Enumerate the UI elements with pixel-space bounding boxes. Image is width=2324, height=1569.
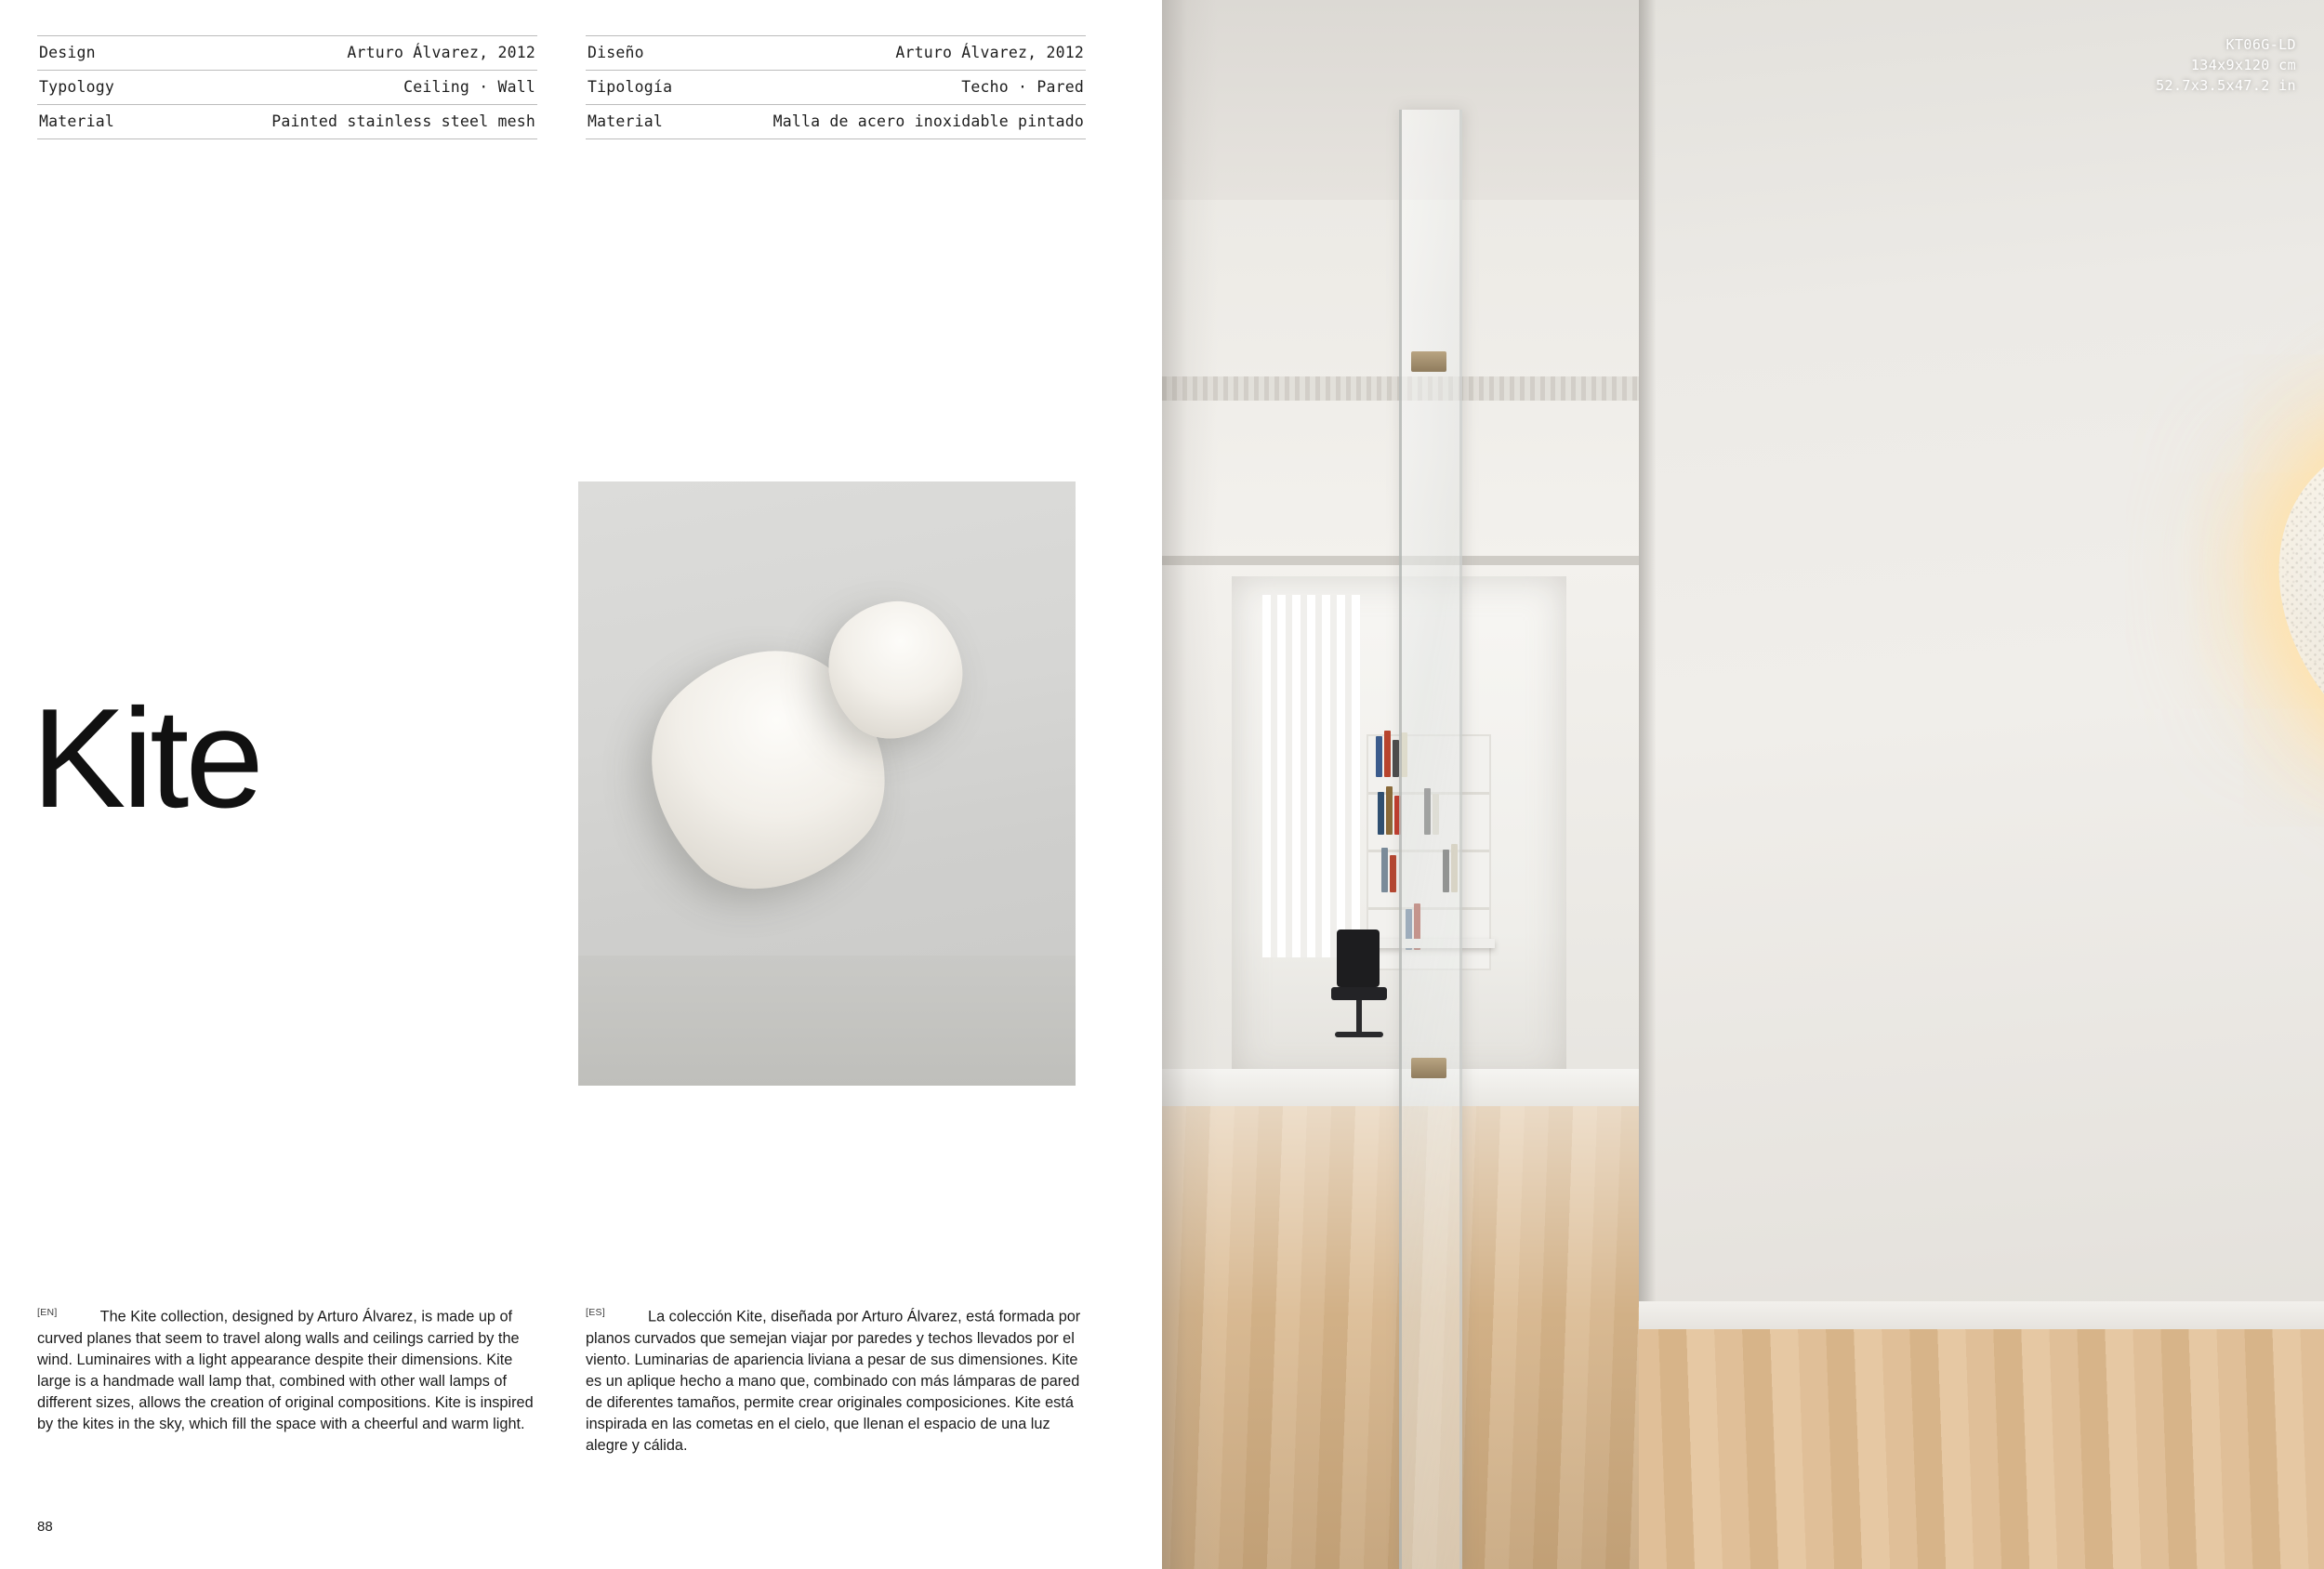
book <box>1376 736 1382 777</box>
page-title: Kite <box>32 679 260 837</box>
spec-value: Techo · Pared <box>961 78 1084 96</box>
spec-value: Arturo Álvarez, 2012 <box>895 44 1084 61</box>
page-number: 88 <box>37 1519 53 1535</box>
spec-key: Material <box>39 112 115 130</box>
spec-key: Tipología <box>588 78 673 96</box>
book <box>1384 731 1391 777</box>
book <box>1390 855 1396 892</box>
room-window <box>1262 595 1360 957</box>
spec-row <box>586 35 1086 71</box>
chair-base <box>1335 1032 1383 1037</box>
lang-tag-en: [EN] <box>37 1307 58 1318</box>
spec-value: Arturo Álvarez, 2012 <box>347 44 535 61</box>
chair-column <box>1356 1000 1362 1034</box>
product-dimensions-in: 52.7x3.5x47.2 in <box>2156 76 2296 94</box>
description-text-es: La colección Kite, diseñada por Arturo Álvarez, está formada por planos curvados que semejan viajar por paredes y techos llevados por el viento. Luminarias de apariencia liviana a pesar de sus dimensiones. Kite es un aplique hecho a mano que, combinado con más lámparas de pared de diferentes tamaños, permite crear originales composiciones. Kite está inspirada en las cometas en el cielo, que llenan el espacio de una luz alegre y cálida. <box>586 1308 1081 1455</box>
description-text-en: The Kite collection, designed by Arturo Álvarez, is made up of curved planes that seem to travel along walls and ceilings carried by the wind. Luminaires with a light appearance despite their dimensions. Kite large is a handmade wall lamp that, combined with other wall lamps of different sizes, allows the creation of original compositions. Kite is inspired by the kites in the sky, which fill the space with a cheerful and warm light. <box>37 1308 534 1433</box>
description-en <box>37 1306 537 1457</box>
book <box>1378 792 1384 835</box>
description-columns <box>37 1306 1088 1457</box>
chair-seat <box>1331 987 1387 1000</box>
door-hinge <box>1411 351 1446 372</box>
spec-key: Typology <box>39 78 115 96</box>
office-chair <box>1331 930 1389 1046</box>
book <box>1381 848 1388 892</box>
product-code-block <box>2156 35 2296 96</box>
spec-table-es <box>586 35 1086 139</box>
main-wall <box>1639 0 2324 1569</box>
description-es <box>586 1306 1086 1457</box>
spec-value: Painted stainless steel mesh <box>271 112 535 130</box>
photo-floor <box>578 956 1076 1086</box>
product-dimensions-cm: 134x9x120 cm <box>2190 56 2296 73</box>
spec-row <box>586 105 1086 139</box>
spec-key: Diseño <box>588 44 644 61</box>
spec-tables <box>37 35 1088 139</box>
spec-key: Material <box>588 112 664 130</box>
glass-door-panel <box>1399 110 1462 1569</box>
product-code: KT06G-LD <box>2225 36 2296 53</box>
book <box>1393 740 1399 777</box>
spec-key: Design <box>39 44 96 61</box>
chair-backrest <box>1337 930 1380 987</box>
product-photo <box>578 481 1076 1086</box>
spec-row <box>586 71 1086 105</box>
spec-row <box>37 71 537 105</box>
lang-tag-es: [ES] <box>586 1307 606 1318</box>
spec-row <box>37 35 537 71</box>
spec-value: Malla de acero inoxidable pintado <box>772 112 1084 130</box>
main-wood-floor <box>1639 1329 2324 1569</box>
spec-table-en <box>37 35 537 139</box>
book <box>1386 786 1393 835</box>
door-hinge <box>1411 1058 1446 1078</box>
right-page-photo <box>1162 0 2324 1569</box>
spec-value: Ceiling · Wall <box>403 78 535 96</box>
spec-row <box>37 105 537 139</box>
